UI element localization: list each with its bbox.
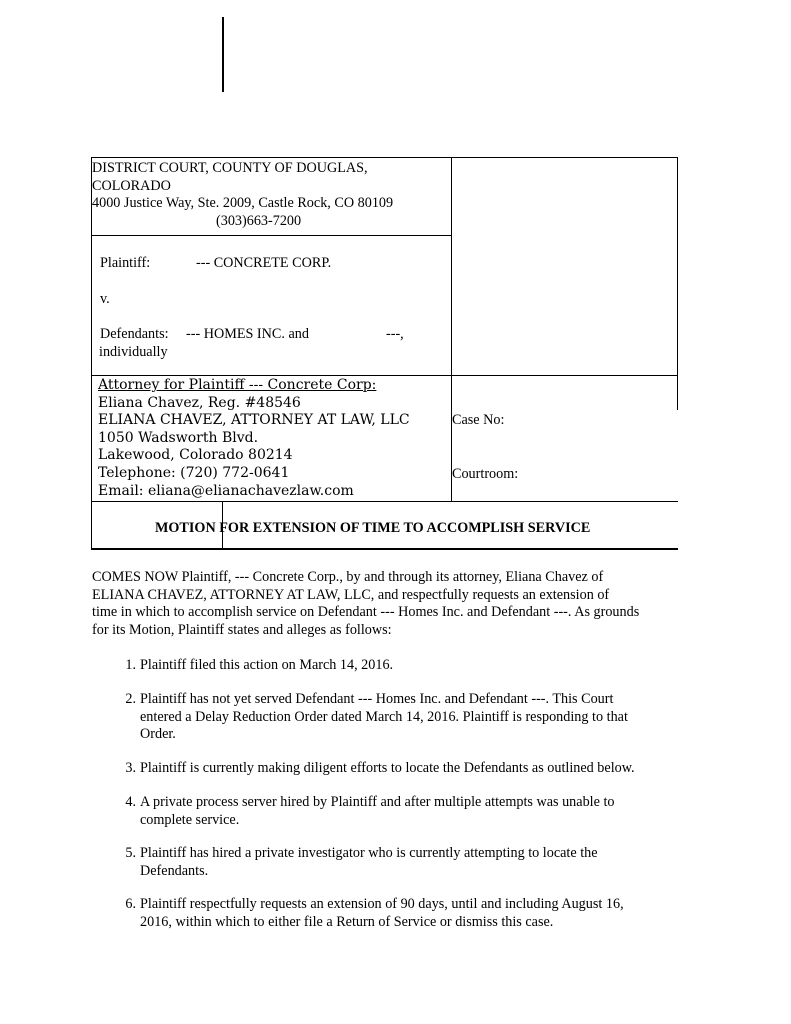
attorney-block (98, 377, 410, 500)
list-item-line: complete service. (140, 811, 240, 828)
attorney-firm: ELIANA CHAVEZ, ATTORNEY AT LAW, LLC (98, 412, 410, 429)
attorney-heading: Attorney for Plaintiff --- Concrete Corp: (98, 377, 377, 393)
intro-paragraph (92, 569, 639, 639)
motion-title: MOTION FOR EXTENSION OF TIME TO ACCOMPLISH SERVICE (155, 520, 591, 536)
list-item-line: Order. (140, 726, 176, 742)
list-item-text (140, 896, 624, 931)
court-block (92, 160, 393, 230)
list-item-line: Plaintiff has hired a private investigator who is currently attempting to locate the (140, 845, 598, 861)
list-item-number: 4. (125, 794, 136, 810)
defendants-other: ---, (386, 326, 404, 342)
court-name: DISTRICT COURT, COUNTY OF DOUGLAS, (92, 160, 368, 176)
attorney-address-city: Lakewood, Colorado 80214 (98, 447, 293, 464)
list-item-line: entered a Delay Reduction Order dated March 14, 2016. Plaintiff is responding to that (140, 708, 628, 725)
defendants-individually: individually (99, 344, 168, 360)
attorney-address-street: 1050 Wadsworth Blvd. (98, 429, 259, 446)
plaintiff-name: --- CONCRETE CORP. (196, 255, 332, 271)
attorney-name: Eliana Chavez, Reg. #48546 (98, 394, 301, 411)
intro-line: for its Motion, Plaintiff states and alleges as follows: (92, 621, 392, 638)
defendants-name: --- HOMES INC. and (186, 326, 309, 342)
attorney-telephone: Telephone: (720) 772-0641 (98, 464, 290, 481)
list-item-line: A private process server hired by Plaintiff and after multiple attempts was unable to (140, 794, 615, 810)
list-item-number: 6. (125, 896, 136, 912)
list-item-number: 2. (125, 691, 136, 707)
attorney-email: Email: eliana@elianachavezlaw.com (98, 482, 354, 499)
list-item-text (140, 845, 598, 880)
courtroom-label: Courtroom: (452, 466, 519, 482)
list-item-text (140, 691, 628, 744)
intro-line: COMES NOW Plaintiff, --- Concrete Corp., by and through its attorney, Eliana Chavez of (92, 569, 604, 585)
list-item-line: Plaintiff is currently making diligent efforts to locate the Defendants as outlined below. (140, 760, 635, 776)
list-item-line: Plaintiff has not yet served Defendant --- Homes Inc. and Defendant ---. This Court (140, 691, 614, 707)
list-item-number: 1. (125, 657, 136, 673)
margin-mark (222, 17, 224, 92)
list-item-text (140, 760, 635, 778)
case-no-label: Case No: (452, 412, 505, 428)
list-item-line: 2016, within which to either file a Return of Service or dismiss this case. (140, 913, 554, 930)
versus-label: v. (100, 291, 110, 307)
plaintiff-label: Plaintiff: (100, 255, 151, 271)
court-address: 4000 Justice Way, Ste. 2009, Castle Rock, CO 80109 (92, 195, 394, 211)
intro-line: time in which to accomplish service on Defendant --- Homes Inc. and Defendant ---. As grounds (92, 604, 640, 620)
list-item-line: Defendants. (140, 862, 209, 879)
defendants-label: Defendants: (100, 326, 169, 342)
court-phone: (303)663-7200 (216, 212, 302, 229)
list-item-line: Plaintiff respectfully requests an extension of 90 days, until and including August 16, (140, 896, 624, 912)
intro-line: ELIANA CHAVEZ, ATTORNEY AT LAW, LLC, and respectfully requests an extension of (92, 586, 610, 603)
list-item-text (140, 794, 615, 829)
list-item-number: 3. (125, 760, 136, 776)
list-item-text (140, 657, 393, 675)
court-state: COLORADO (92, 177, 171, 194)
list-item-number: 5. (125, 845, 136, 861)
list-item-line: Plaintiff filed this action on March 14, 2016. (140, 657, 394, 673)
